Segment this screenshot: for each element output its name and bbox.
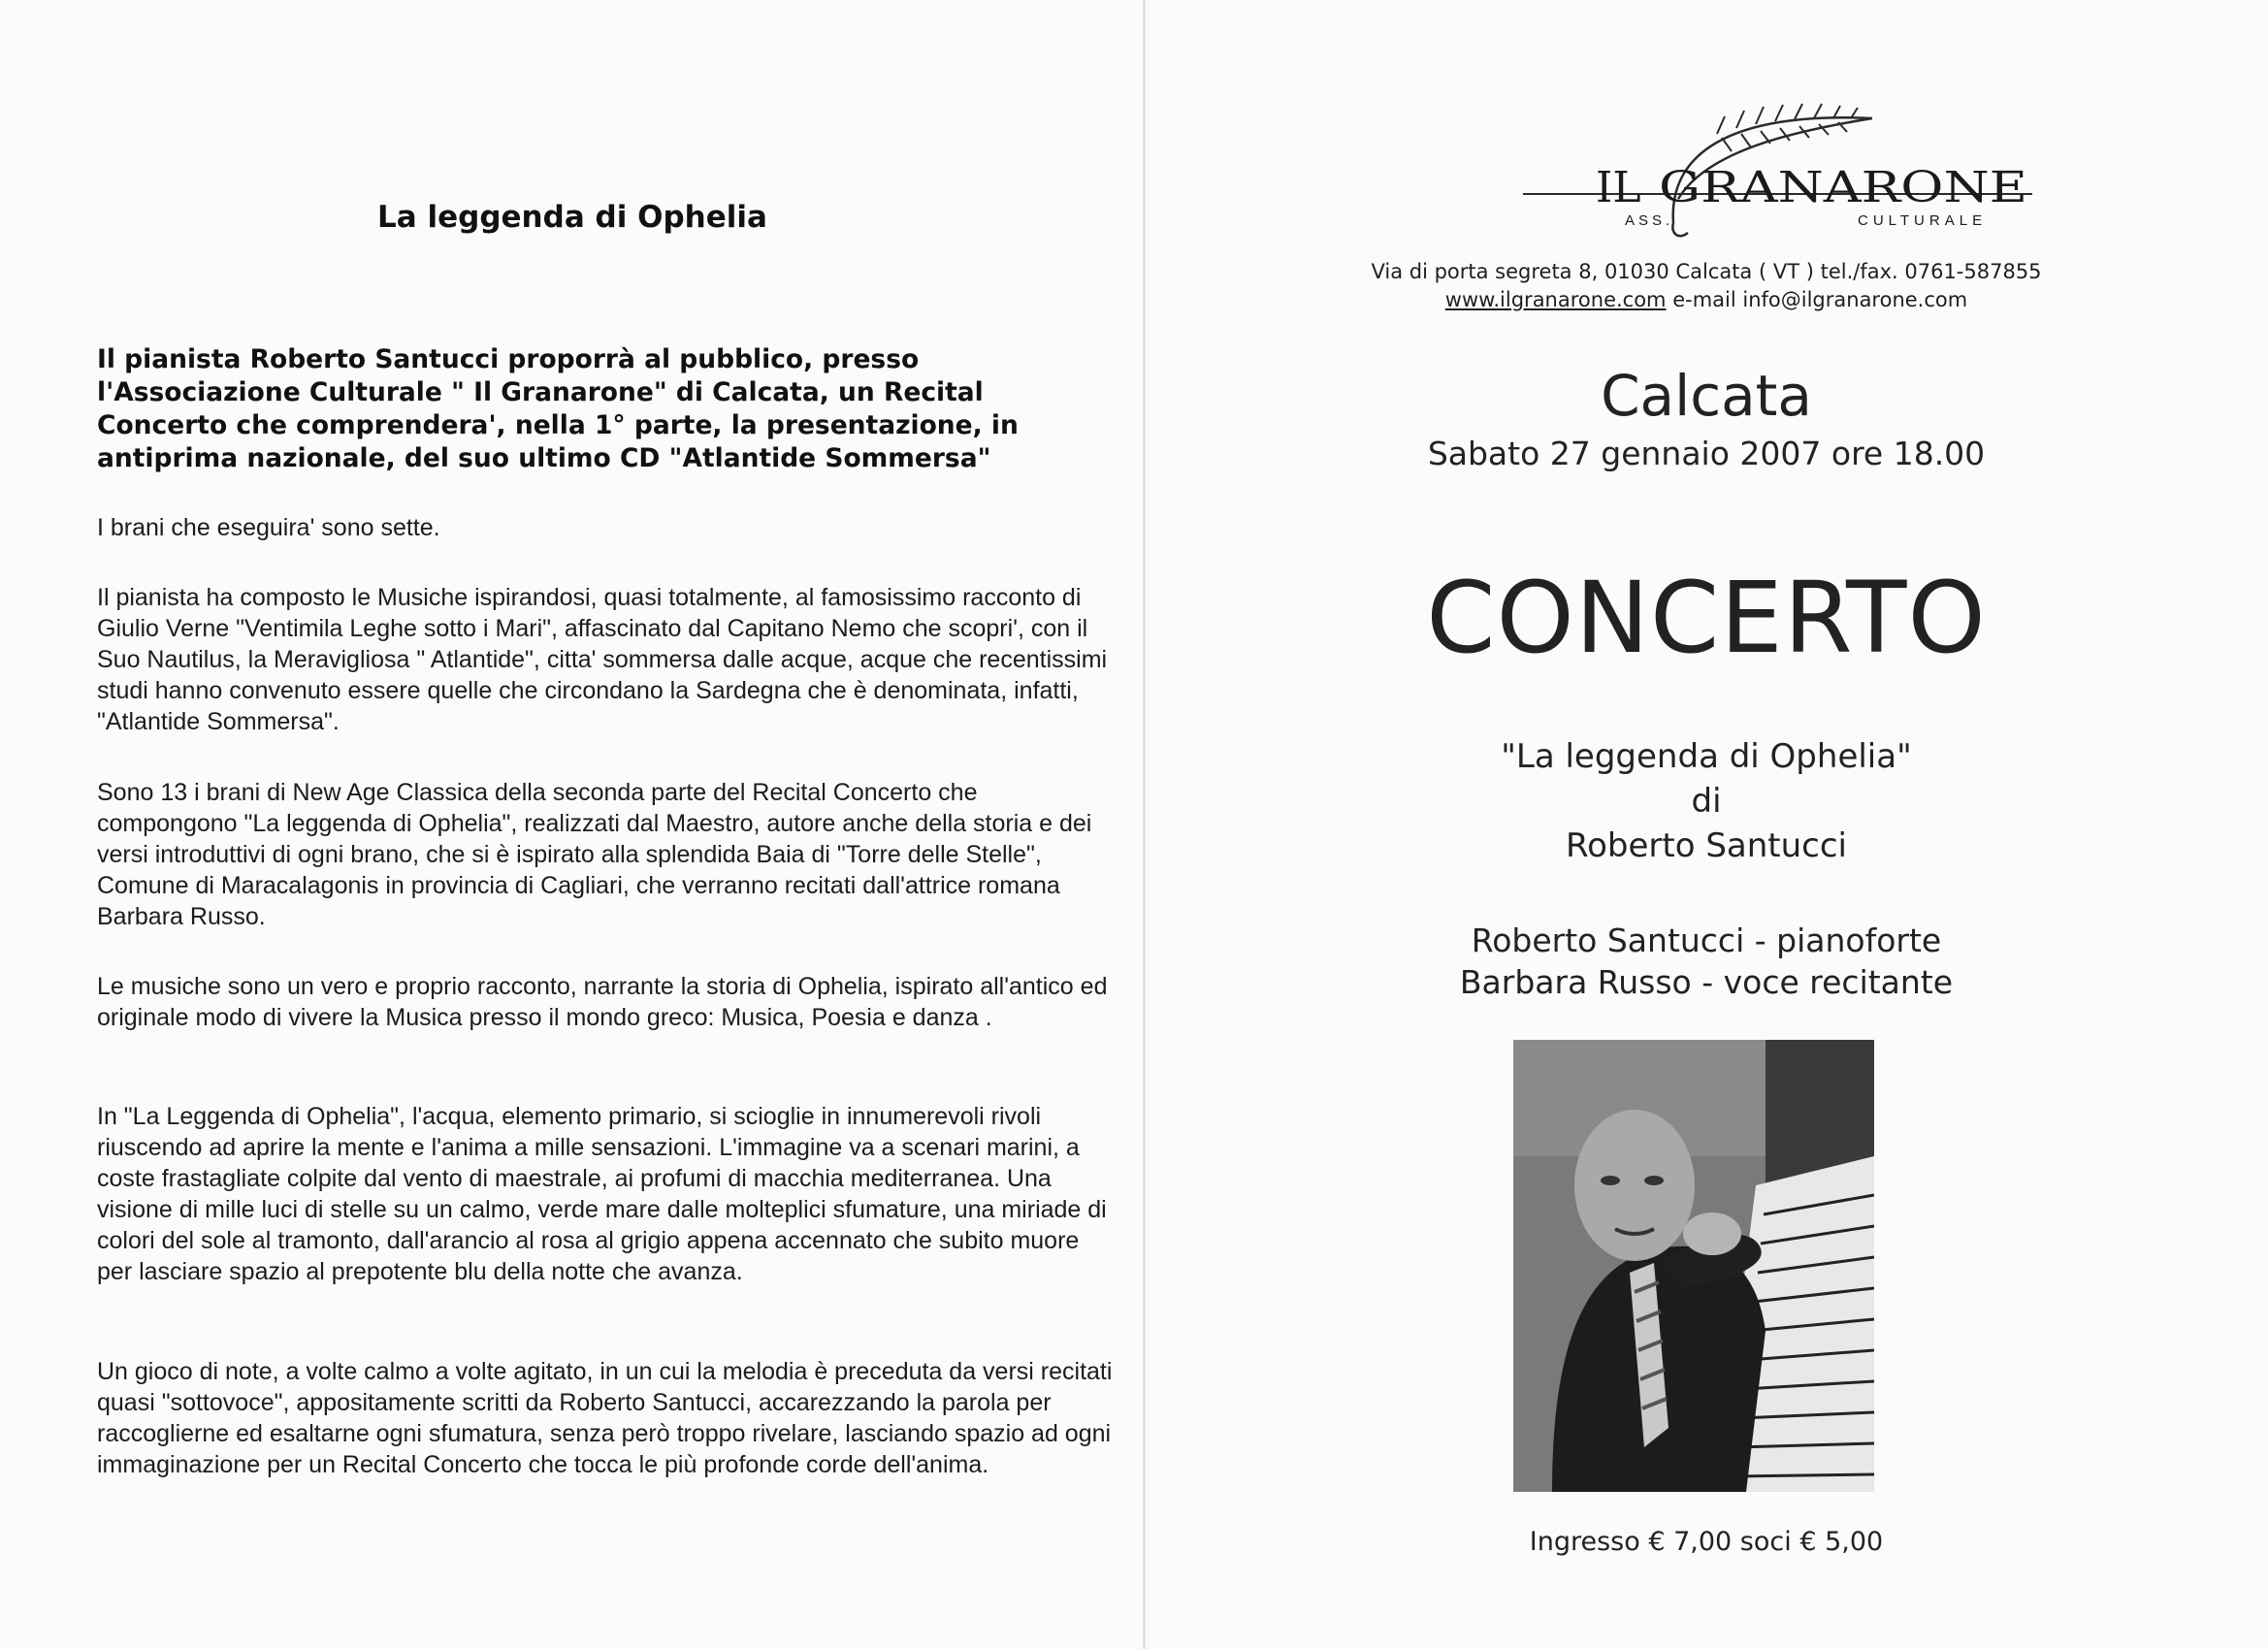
intro-paragraph: Il pianista Roberto Santucci proporrà al pubblico, presso l'Associazione Culturale " Il Granarone" di Calcata, un Recital Concerto che comprendera', nella 1° parte, la presentazione, in antiprima nazionale, del suo ultimo CD "Atlantide Sommersa" (97, 344, 1019, 473)
work-title: "La leggenda di Ophelia" (1501, 737, 1912, 776)
logo-name: GRANARONE (1659, 163, 2027, 212)
paragraph-giulio-verne: Il pianista ha composto le Musiche ispirandosi, quasi totalmente, al famosissimo racconto di Giulio Verne "Ventimila Leghe sotto i Mari", affascinato dal Capitano Nemo che scopri', con il Suo Nautilus, la Meravigliosa " Atlantide", citta' sommersa dalle acque, acque che recentissimi studi hanno convenuto essere quelle che circondano la Sardegna che è denominata, infatti, "Atlantide Sommersa". (97, 584, 1108, 735)
website-link[interactable]: www.ilgranarone.com (1444, 288, 1667, 311)
performer-piano: Roberto Santucci - pianoforte (1471, 922, 1942, 959)
logo-prefix: IL (1596, 163, 1641, 212)
composer-name: Roberto Santucci (1566, 826, 1847, 865)
address-block (1145, 258, 2268, 314)
address-line: Via di porta segreta 8, 01030 Calcata ( VT ) tel./fax. 0761-587855 (1371, 260, 2042, 283)
event-heading: CONCERTO (1426, 561, 1987, 676)
work-block (1145, 734, 2268, 868)
logo-ass: ASS. (1625, 212, 1674, 229)
email-text: e-mail info@ilgranarone.com (1672, 288, 1968, 311)
city-heading: Calcata (1601, 363, 1812, 429)
by-text: di (1691, 782, 1722, 821)
right-page (1145, 0, 2268, 1649)
event-date: Sabato 27 gennaio 2007 ore 18.00 (1427, 435, 1986, 472)
paragraph-racconto: Le musiche sono un vero e proprio racconto, narrante la storia di Ophelia, ispirato all'antico ed originale modo di vivere la Musica presso il mondo greco: Musica, Poesia e danza . (97, 973, 1108, 1031)
ticket-price: Ingresso € 7,00 soci € 5,00 (1529, 1527, 1884, 1557)
paragraph-gioco-di-note: Un gioco di note, a volte calmo a volte agitato, in un cui la melodia è preceduta da versi recitati quasi "sottovoce", appositamente scritti da Roberto Santucci, accarezzando la parola per raccoglierne ed esaltarne ogni sfumatura, senza però troppo rivelare, lasciando spazio ad ogni immaginazione per un Recital Concerto che tocca le più profonde corde dell'anima. (97, 1358, 1113, 1478)
left-page-title: La leggenda di Ophelia (377, 200, 767, 235)
granarone-logo (1504, 97, 2047, 242)
performer-voice: Barbara Russo - voce recitante (1459, 963, 1954, 1001)
paragraph-acqua: In "La Leggenda di Ophelia", l'acqua, elemento primario, si scioglie in innumerevoli rivoli riuscendo ad aprire la mente e l'anima a mille sensazioni. L'immagine va a scenari marini, a coste frastagliate colpite dal vento di maestrale, ai profumi di macchia mediterranea. Una visione di mille luci di stelle su un calmo, verde mare dalle molteplici sfumature, una miriade di colori del sole al tramonto, dall'arancio al rosa al grigio appena accennato che subito muore per lasciare spazio al prepotente blu della notte che avanza. (97, 1103, 1107, 1285)
paragraph-new-age: Sono 13 i brani di New Age Classica della seconda parte del Recital Concerto che compongono "La leggenda di Ophelia", realizzati dal Maestro, autore anche della storia e dei versi introduttivi di ogni brano, che si è ispirato alla splendida Baia di "Torre delle Stelle", Comune di Maracalagonis in provincia di Cagliari, che verranno recitati dall'attrice romana Barbara Russo. (97, 779, 1092, 930)
logo-culturale: CULTURALE (1858, 212, 1988, 229)
performers-list (1145, 920, 2268, 1003)
pianist-photo (1513, 1040, 1874, 1492)
paragraph-brani: I brani che eseguira' sono sette. (97, 514, 440, 541)
